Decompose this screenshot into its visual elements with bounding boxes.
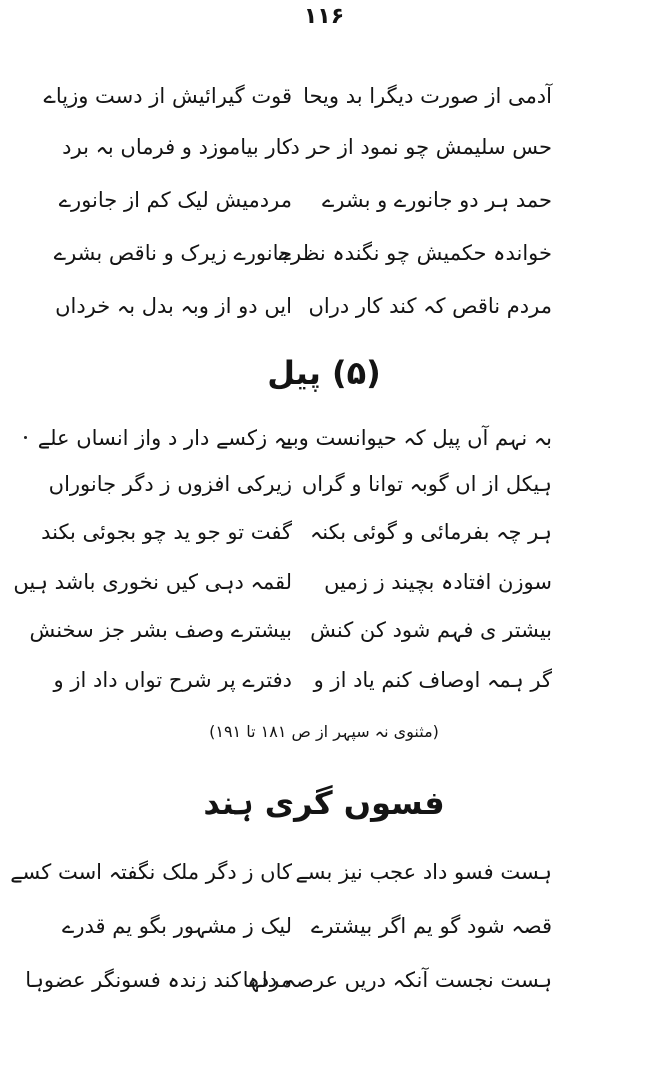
source-citation: (مثنوی نہ سپہر از ص ۱۸۱ تا ۱۹۱) <box>209 722 439 741</box>
couplet <box>0 233 648 273</box>
hemistich-left: لقمہ دہی کیں نخوری باشد ہیں <box>13 570 292 594</box>
hemistich-left: مردہ کند زندہ فسونگر عضوہا <box>25 968 292 992</box>
hemistich-left: بہ زکسے دار د واز انساں علے <box>37 426 292 450</box>
couplet <box>0 464 648 504</box>
hemistich-left: لیک ز مشہور بگو یم قدرے <box>62 914 292 938</box>
section-heading-2: فسوں گری ہند <box>203 784 445 822</box>
couplet <box>0 127 648 167</box>
hemistich-left: زیرکی افزوں ز دگر جانوراں <box>48 472 292 496</box>
hemistich-left: قوت گیرائیش از دست وزپاے <box>43 84 292 108</box>
hemistich-right: قصہ شود گو یم اگر بیشترے <box>311 914 552 938</box>
section-heading-1: (۵) پیل <box>267 354 381 392</box>
couplet <box>0 512 648 552</box>
hemistich-left: دفترے پر شرح تواں داد از و <box>53 668 292 692</box>
hemistich-left: بیشترے وصف بشر جز سخنش <box>29 618 292 642</box>
hemistich-right: حس سلیمش چو نمود از حر د <box>290 135 552 159</box>
couplet <box>0 76 648 116</box>
hemistich-left: مردمیش لیک کم از جانورے <box>58 188 292 212</box>
hemistich-right: ہست نجست آنکہ دریں عرصہ دلہا <box>242 968 552 992</box>
couplet <box>0 960 648 1000</box>
hemistich-right: بہ نہم آں پیل کہ حیوانست وبے <box>280 426 552 450</box>
hemistich-right: ہیکل از اں گوبہ توانا و گراں <box>301 472 552 496</box>
hemistich-right: آدمی از صورت دیگرا بد ویحا <box>303 84 552 108</box>
hemistich-right: گر ہمہ اوصاف کنم یاد از و <box>313 668 552 692</box>
hemistich-left: کاں ز دگر ملک نگفتہ است کسے <box>10 860 292 884</box>
hemistich-right: مردم ناقص کہ کند کار دراں <box>308 294 552 318</box>
couplet <box>0 286 648 326</box>
couplet <box>0 610 648 650</box>
hemistich-right: سوزن افتادہ بچیند ز زمیں <box>324 570 552 594</box>
couplet <box>0 562 648 602</box>
page-number: ۱۱۶ <box>303 4 345 29</box>
hemistich-right: ہست فسو داد عجب نیز بسے <box>295 860 552 884</box>
hemistich-left: جانورے زیرک و ناقص بشرے <box>53 241 292 265</box>
hemistich-left: گفت تو جو ید چو بجوئی بکند <box>41 520 292 544</box>
couplet <box>0 906 648 946</box>
hemistich-right: خواندہ حکمیش چو نگندہ نظرے <box>278 241 552 265</box>
couplet <box>0 660 648 700</box>
hemistich-left: کار بیاموزد و فرماں بہ برد <box>62 135 292 159</box>
hemistich-right: حمد ہر دو جانورے و بشرے <box>321 188 552 212</box>
couplet <box>0 852 648 892</box>
couplet <box>0 180 648 220</box>
hemistich-left: ایں دو از وبہ بدل بہ خرداں <box>55 294 292 318</box>
hemistich-right: ہر چہ بفرمائی و گوئی بکنہ <box>309 520 552 544</box>
hemistich-right: بیشتر ی فہم شود کن کنش <box>310 618 552 642</box>
couplet <box>0 418 648 458</box>
